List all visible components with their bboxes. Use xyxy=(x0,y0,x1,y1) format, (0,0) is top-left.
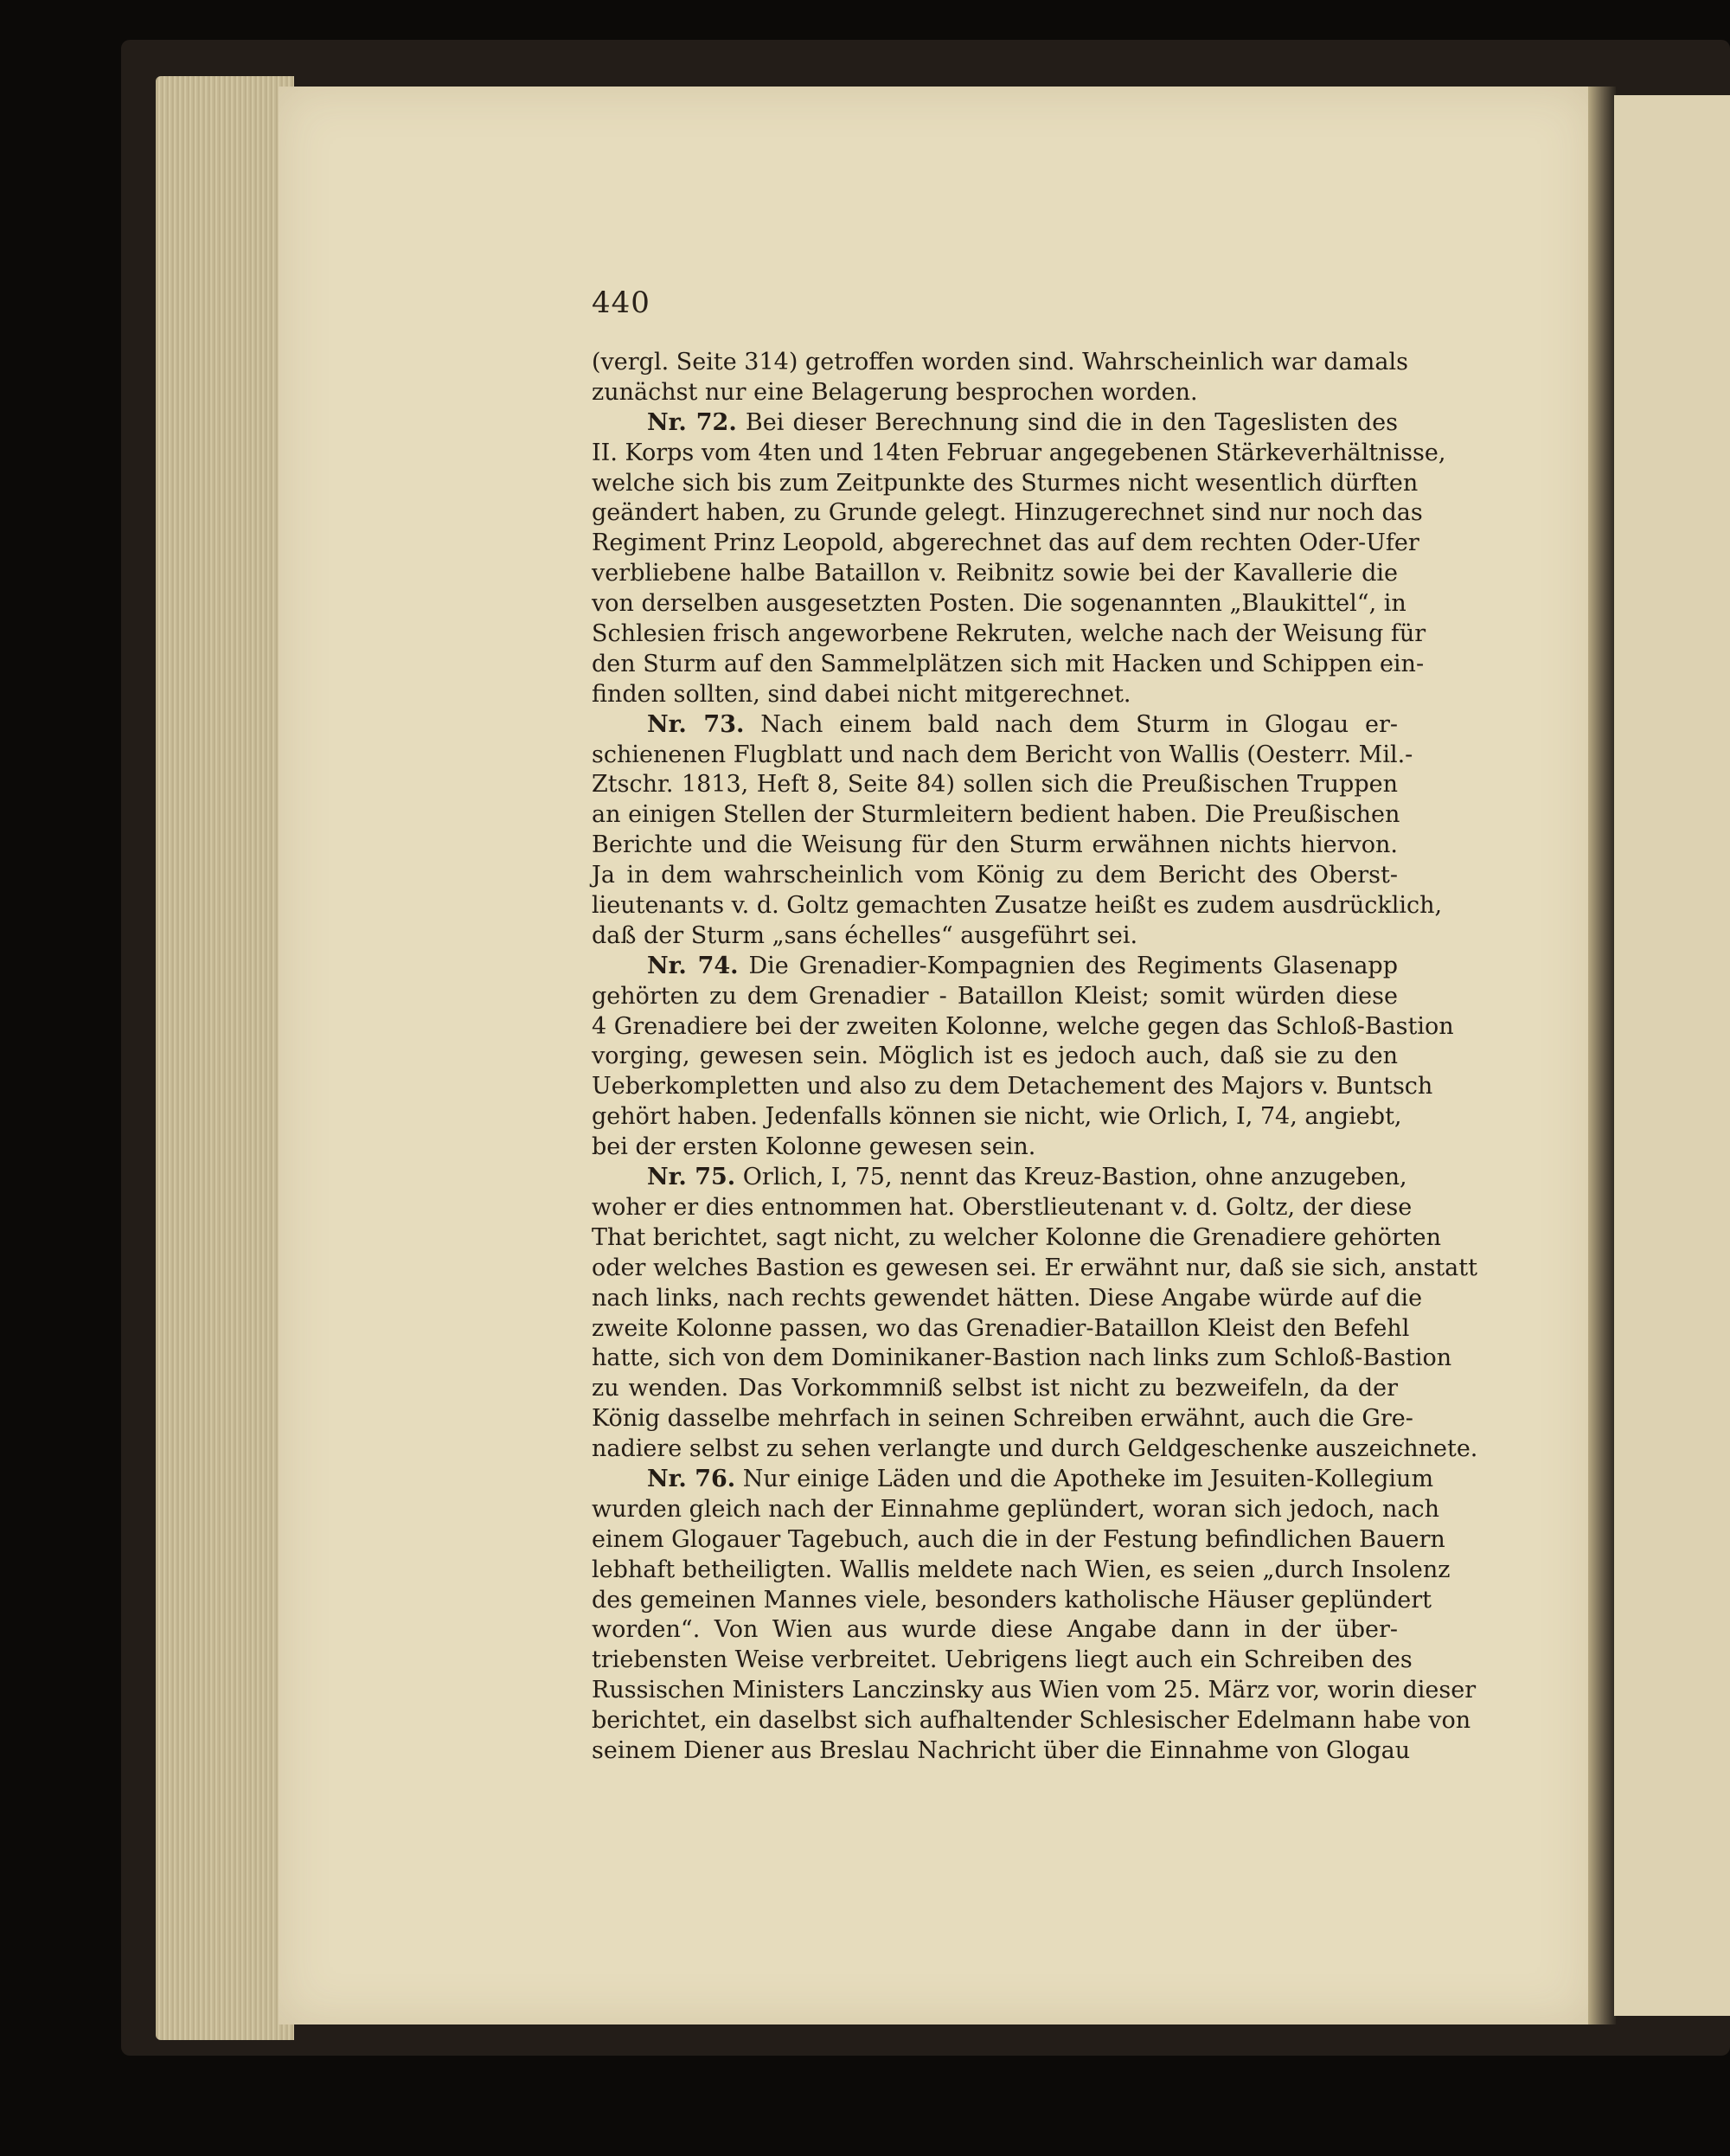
text-line xyxy=(592,1736,1411,1767)
text-line xyxy=(592,1646,1413,1676)
text-line xyxy=(592,1072,1433,1102)
text-line xyxy=(592,529,1419,559)
line-text: geändert haben, zu Grunde gelegt. Hinzugerechnet sind nur noch das xyxy=(592,499,1423,527)
line-text: schienenen Flugblatt und nach dem Bericht von Wallis (Oesterr. Mil.- xyxy=(592,741,1413,768)
text-line xyxy=(592,891,1443,921)
line-text: hatte, sich von dem Dominikaner-Bastion nach links zum Schloß-Bastion xyxy=(592,1344,1452,1372)
line-text: gehört haben. Jedenfalls können sie nicht, wie Orlich, I, 74, angiebt, xyxy=(592,1103,1402,1131)
text-line xyxy=(592,770,1398,800)
page-edges xyxy=(156,76,294,2040)
line-text: gehörten zu dem Grenadier - Bataillon Kleist; somit würden diese xyxy=(592,982,1398,1010)
line-text: Orlich, I, 75, nennt das Kreuz-Bastion, ohne anzugeben, xyxy=(742,1164,1407,1191)
line-text: finden sollten, sind dabei nicht mitgerechnet. xyxy=(592,680,1131,708)
text-line xyxy=(592,831,1398,861)
text-line xyxy=(592,800,1398,831)
line-text: Die Grenadier-Kompagnien des Regiments Glasenapp xyxy=(748,952,1398,979)
line-text: (vergl. Seite 314) getroffen worden sind. Wahrscheinlich war damals xyxy=(592,349,1408,375)
note-line xyxy=(592,1465,1434,1495)
text-line xyxy=(592,589,1406,619)
text-line xyxy=(592,1525,1445,1556)
line-text: verbliebene halbe Bataillon v. Reibnitz sowie bei der Kavallerie die xyxy=(592,560,1398,587)
line-text: des gemeinen Mannes viele, besonders katholische Häuser geplündert xyxy=(592,1586,1432,1614)
text-line xyxy=(592,1434,1478,1465)
facing-page-edge xyxy=(1614,95,1730,2016)
line-text: worden“. Von Wien aus wurde diese Angabe dann in der über- xyxy=(592,1616,1398,1644)
note-line xyxy=(592,952,1398,982)
text-line xyxy=(592,559,1398,589)
line-text: Nur einige Läden und die Apotheke im Jesuiten-Kollegium xyxy=(742,1465,1434,1492)
text-line xyxy=(592,1284,1423,1314)
text-line xyxy=(592,1133,1398,1163)
line-text: einem Glogauer Tagebuch, auch die in der Festung befindlichen Bauern xyxy=(592,1525,1445,1553)
line-text: II. Korps vom 4ten und 14ten Februar angegebenen Stärkeverhältnisse, xyxy=(592,439,1446,466)
text-line xyxy=(592,1344,1452,1374)
line-text: Regiment Prinz Leopold, abgerechnet das auf dem rechten Oder-Ufer xyxy=(592,529,1419,557)
text-line xyxy=(592,1254,1477,1284)
line-text: zu wenden. Das Vorkommniß selbst ist nicht zu bezweifeln, da der xyxy=(592,1375,1398,1402)
line-text: lieutenants v. d. Goltz gemachten Zusatze heißt es zudem ausdrücklich, xyxy=(592,892,1443,920)
body-text xyxy=(592,348,1478,1767)
note-line xyxy=(592,710,1398,741)
text-line xyxy=(592,1374,1398,1404)
line-text: Bei dieser Berechnung sind die in den Tageslisten des xyxy=(745,408,1399,436)
text-line xyxy=(592,741,1413,771)
text-line xyxy=(592,1706,1471,1736)
line-text: daß der Sturm „sans échelles“ ausgeführt sei. xyxy=(592,921,1138,949)
text-line xyxy=(592,1314,1410,1344)
note-number: Nr. 75. xyxy=(647,1164,736,1191)
line-text: Ztschr. 1813, Heft 8, Seite 84) sollen sich die Preußischen Truppen xyxy=(592,771,1398,799)
text-line xyxy=(592,1586,1432,1616)
line-text: Schlesien frisch angeworbene Rekruten, welche nach der Weisung für xyxy=(592,620,1426,648)
text-line xyxy=(592,1193,1413,1223)
note-number: Nr. 74. xyxy=(647,952,739,979)
line-text: Ja in dem wahrscheinlich vom König zu dem Bericht des Oberst- xyxy=(592,862,1398,889)
note-number: Nr. 73. xyxy=(647,710,745,738)
line-text: Russischen Ministers Lanczinsky aus Wien vom 25. März vor, worin dieser xyxy=(592,1677,1477,1704)
line-text: von derselben ausgesetzten Posten. Die sogenannten „Blaukittel“, in xyxy=(592,590,1406,618)
note-number: Nr. 76. xyxy=(647,1465,736,1492)
line-text: wurden gleich nach der Einnahme geplündert, woran sich jedoch, nach xyxy=(592,1495,1440,1523)
text-line xyxy=(592,1495,1440,1525)
text-line xyxy=(592,1676,1477,1706)
line-text: König dasselbe mehrfach in seinen Schreiben erwähnt, auch die Gre- xyxy=(592,1405,1413,1433)
text-line xyxy=(592,348,1408,378)
text-line xyxy=(592,1223,1441,1254)
text-line xyxy=(592,439,1446,469)
line-text: That berichtet, sagt nicht, zu welcher Kolonne die Grenadiere gehörten xyxy=(592,1223,1441,1251)
line-text: 4 Grenadiere bei der zweiten Kolonne, welche gegen das Schloß-Bastion xyxy=(592,1012,1454,1040)
line-text: Ueberkompletten und also zu dem Detachement des Majors v. Buntsch xyxy=(592,1073,1433,1100)
text-line xyxy=(592,921,1398,952)
text-line xyxy=(592,1102,1402,1133)
text-line xyxy=(592,650,1425,680)
text-line xyxy=(592,861,1398,891)
line-text: zweite Kolonne passen, wo das Grenadier-Bataillon Kleist den Befehl xyxy=(592,1314,1410,1342)
line-text: oder welches Bastion es gewesen sei. Er erwähnt nur, daß sie sich, anstatt xyxy=(592,1254,1477,1281)
text-line xyxy=(592,619,1426,650)
text-line xyxy=(592,1615,1398,1646)
text-line xyxy=(592,498,1423,529)
text-line xyxy=(592,469,1419,499)
line-text: Berichte und die Weisung für den Sturm erwähnen nichts hiervon. xyxy=(592,831,1398,859)
book-gutter xyxy=(1588,87,1616,2024)
page-number: 440 xyxy=(592,286,650,320)
text-line xyxy=(592,1042,1398,1072)
text-line xyxy=(592,680,1398,710)
line-text: an einigen Stellen der Sturmleitern bedient haben. Die Preußischen xyxy=(592,801,1400,829)
note-number: Nr. 72. xyxy=(647,408,737,436)
line-text: zunächst nur eine Belagerung besprochen worden. xyxy=(592,378,1198,406)
text-line xyxy=(592,1556,1451,1586)
line-text: Nach einem bald nach dem Sturm in Glogau er- xyxy=(760,710,1398,738)
line-text: woher er dies entnommen hat. Oberstlieutenant v. d. Goltz, der diese xyxy=(592,1193,1413,1221)
line-text: nadiere selbst zu sehen verlangte und durch Geldgeschenke auszeichnete. xyxy=(592,1435,1478,1463)
text-line xyxy=(592,1404,1413,1434)
text-line xyxy=(592,378,1398,408)
line-text: triebensten Weise verbreitet. Uebrigens liegt auch ein Schreiben des xyxy=(592,1646,1413,1674)
text-line xyxy=(592,1012,1454,1043)
line-text: bei der ersten Kolonne gewesen sein. xyxy=(592,1133,1036,1161)
line-text: nach links, nach rechts gewendet hätten. Diese Angabe würde auf die xyxy=(592,1284,1423,1312)
line-text: lebhaft betheiligten. Wallis meldete nach Wien, es seien „durch Insolenz xyxy=(592,1556,1451,1583)
note-line xyxy=(592,408,1398,439)
line-text: den Sturm auf den Sammelplätzen sich mit Hacken und Schippen ein- xyxy=(592,650,1425,677)
line-text: welche sich bis zum Zeitpunkte des Sturmes nicht wesentlich dürften xyxy=(592,469,1419,497)
line-text: berichtet, ein daselbst sich aufhaltender Schlesischer Edelmann habe von xyxy=(592,1707,1471,1735)
line-text: vorging, gewesen sein. Möglich ist es jedoch auch, daß sie zu den xyxy=(592,1043,1398,1070)
line-text: seinem Diener aus Breslau Nachricht über die Einnahme von Glogau xyxy=(592,1736,1411,1764)
note-line xyxy=(592,1163,1407,1193)
text-line xyxy=(592,982,1398,1012)
